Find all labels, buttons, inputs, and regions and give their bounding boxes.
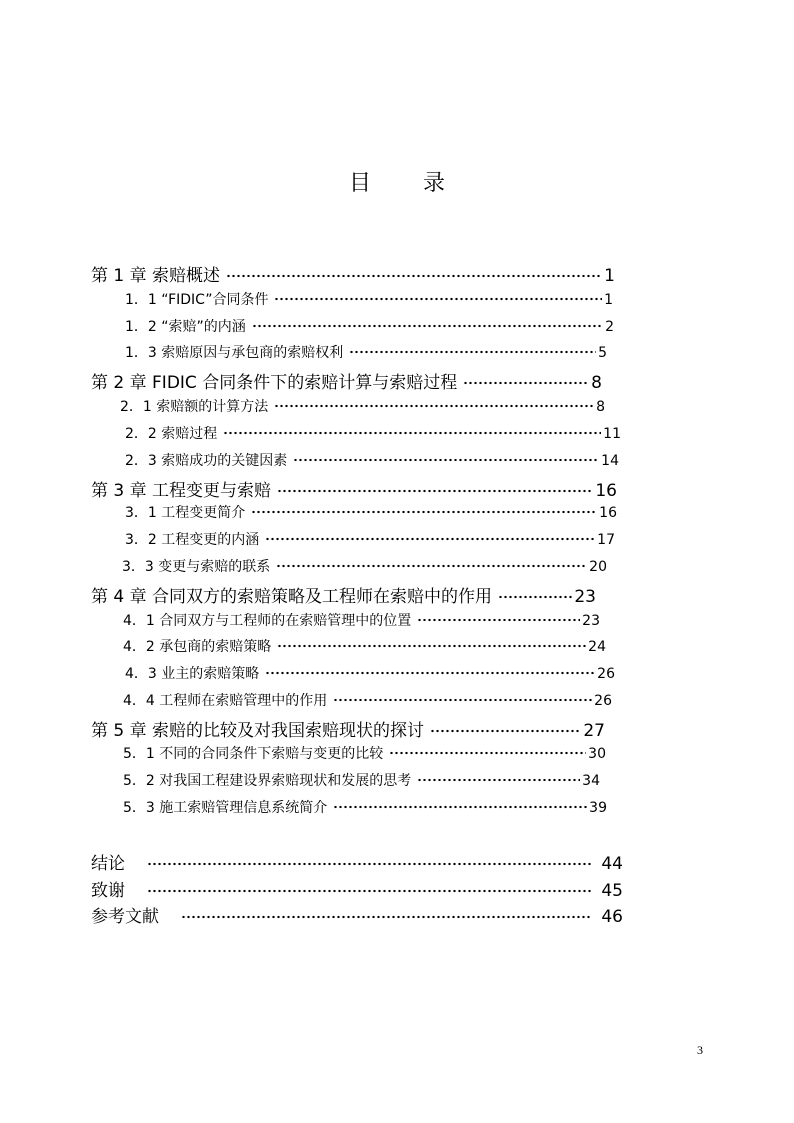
toc-entry-conclusion[interactable] [91, 849, 623, 874]
toc-entry-page: 30 [588, 746, 606, 762]
toc-entry-label: 1．2 “索赔”的内涵 [125, 319, 246, 335]
toc-entry-page: 1 [604, 266, 615, 286]
toc-entry-label: 2．1 索赔额的计算方法 [120, 399, 269, 415]
toc-entry-3-2[interactable] [125, 529, 615, 551]
toc-entry-chapter-5[interactable] [91, 716, 605, 741]
toc-entry-page: 23 [574, 587, 596, 607]
dot-leader [417, 613, 580, 627]
dot-leader [498, 590, 572, 604]
toc-entry-label: 5．1 不同的合同条件下索赔与变更的比较 [123, 746, 384, 762]
toc-entry-page: 16 [599, 505, 617, 521]
toc-entry-5-3[interactable] [123, 797, 607, 819]
toc-entry-1-1[interactable] [125, 289, 613, 311]
toc-entry-2-2[interactable] [125, 423, 621, 445]
dot-leader [252, 319, 603, 333]
toc-entry-1-2[interactable] [125, 316, 614, 338]
dot-leader [463, 376, 589, 390]
toc-title-char-2: 录 [423, 171, 446, 196]
toc-entry-page: 34 [582, 773, 600, 789]
toc-entry-page: 26 [597, 666, 615, 682]
dot-leader [274, 292, 602, 306]
toc-entry-4-2[interactable] [123, 636, 606, 658]
toc-entry-label: 第 2 章 FIDIC 合同条件下的索赔计算与索赔过程 [91, 373, 458, 393]
toc-entry-label: 结论 [91, 854, 125, 874]
toc-title-char-1: 目 [348, 171, 371, 196]
dot-leader [265, 666, 595, 680]
toc-entry-label: 第 1 章 索赔概述 [91, 266, 221, 286]
toc-entry-label: 4．3 业主的索赔策略 [125, 666, 260, 682]
toc-entry-label: 4．1 合同双方与工程师的在索赔管理中的位置 [123, 613, 412, 629]
toc-entry-chapter-3[interactable] [91, 476, 617, 501]
toc-entry-label: 参考文献 [91, 907, 159, 927]
toc-entry-label: 第 5 章 索赔的比较及对我国索赔现状的探讨 [91, 721, 425, 741]
toc-entry-page: 24 [588, 639, 606, 655]
toc-entry-4-4[interactable] [123, 690, 612, 712]
toc-entry-page: 1 [604, 292, 613, 308]
toc-entry-page: 16 [595, 481, 617, 501]
toc-entry-page: 27 [583, 721, 605, 741]
dot-leader [349, 345, 596, 359]
toc-entry-2-1[interactable] [120, 396, 605, 418]
toc-entry-page: 5 [598, 345, 607, 361]
toc-entry-chapter-2[interactable] [91, 368, 602, 393]
dot-leader [223, 426, 601, 440]
dot-leader [430, 724, 581, 738]
dot-leader [293, 453, 599, 467]
toc-entry-chapter-4[interactable] [91, 582, 596, 607]
toc-entry-page: 46 [601, 907, 623, 927]
toc-entry-label: 2．3 索赔成功的关键因素 [125, 453, 288, 469]
dot-leader [417, 773, 580, 787]
toc-entry-label: 3．2 工程变更的内涵 [125, 532, 260, 548]
dot-leader [147, 857, 591, 871]
toc-entry-4-1[interactable] [123, 610, 600, 632]
dot-leader [277, 484, 593, 498]
toc-entry-label: 2．2 索赔过程 [125, 426, 218, 442]
toc-entry-4-3[interactable] [125, 663, 615, 685]
dot-leader [251, 505, 597, 519]
dot-leader [333, 800, 587, 814]
dot-leader [226, 269, 602, 283]
toc-entry-label: 4．4 工程师在索赔管理中的作用 [123, 693, 328, 709]
dot-leader [389, 746, 586, 760]
toc-entry-page: 20 [589, 559, 607, 575]
toc-entry-acknowledgements[interactable] [91, 876, 623, 901]
toc-entry-page: 45 [601, 881, 623, 901]
toc-entry-5-2[interactable] [123, 770, 600, 792]
toc-entry-label: 1．1 “FIDIC”合同条件 [125, 292, 269, 308]
toc-entry-label: 致谢 [91, 881, 125, 901]
dot-leader [333, 693, 592, 707]
toc-entry-label: 第 4 章 合同双方的索赔策略及工程师在索赔中的作用 [91, 587, 493, 607]
dot-leader [147, 884, 591, 898]
toc-entry-label: 3．3 变更与索赔的联系 [122, 559, 271, 575]
toc-entry-3-3[interactable] [122, 556, 607, 578]
toc-entry-2-3[interactable] [125, 450, 619, 472]
toc-entry-page: 11 [603, 426, 621, 442]
toc-entry-label: 第 3 章 工程变更与索赔 [91, 481, 272, 501]
toc-entry-label: 4．2 承包商的索赔策略 [123, 639, 272, 655]
toc-entry-label: 3．1 工程变更简介 [125, 505, 246, 521]
toc-entry-label: 1．3 索赔原因与承包商的索赔权利 [125, 345, 344, 361]
dot-leader [276, 559, 587, 573]
dot-leader [277, 639, 586, 653]
toc-entry-label: 5．2 对我国工程建设界索赔现状和发展的思考 [123, 773, 412, 789]
toc-entry-page: 39 [589, 800, 607, 816]
page-number: 3 [697, 1043, 703, 1057]
dot-leader [265, 532, 595, 546]
toc-entry-chapter-1[interactable] [91, 261, 615, 286]
toc-entry-page: 2 [605, 319, 614, 335]
toc-entry-label: 5．3 施工索赔管理信息系统简介 [123, 800, 328, 816]
dot-leader [181, 910, 591, 924]
toc-entry-3-1[interactable] [125, 502, 617, 524]
toc-entry-page: 8 [596, 399, 605, 415]
dot-leader [274, 399, 594, 413]
toc-entry-1-3[interactable] [125, 342, 607, 364]
toc-entry-page: 17 [597, 532, 615, 548]
toc-entry-references[interactable] [91, 902, 623, 927]
toc-entry-page: 44 [601, 854, 623, 874]
toc-entry-page: 8 [591, 373, 602, 393]
toc-entry-page: 23 [582, 613, 600, 629]
toc-entry-page: 14 [601, 453, 619, 469]
toc-entry-page: 26 [594, 693, 612, 709]
toc-entry-5-1[interactable] [123, 743, 606, 765]
toc-title [0, 166, 794, 197]
